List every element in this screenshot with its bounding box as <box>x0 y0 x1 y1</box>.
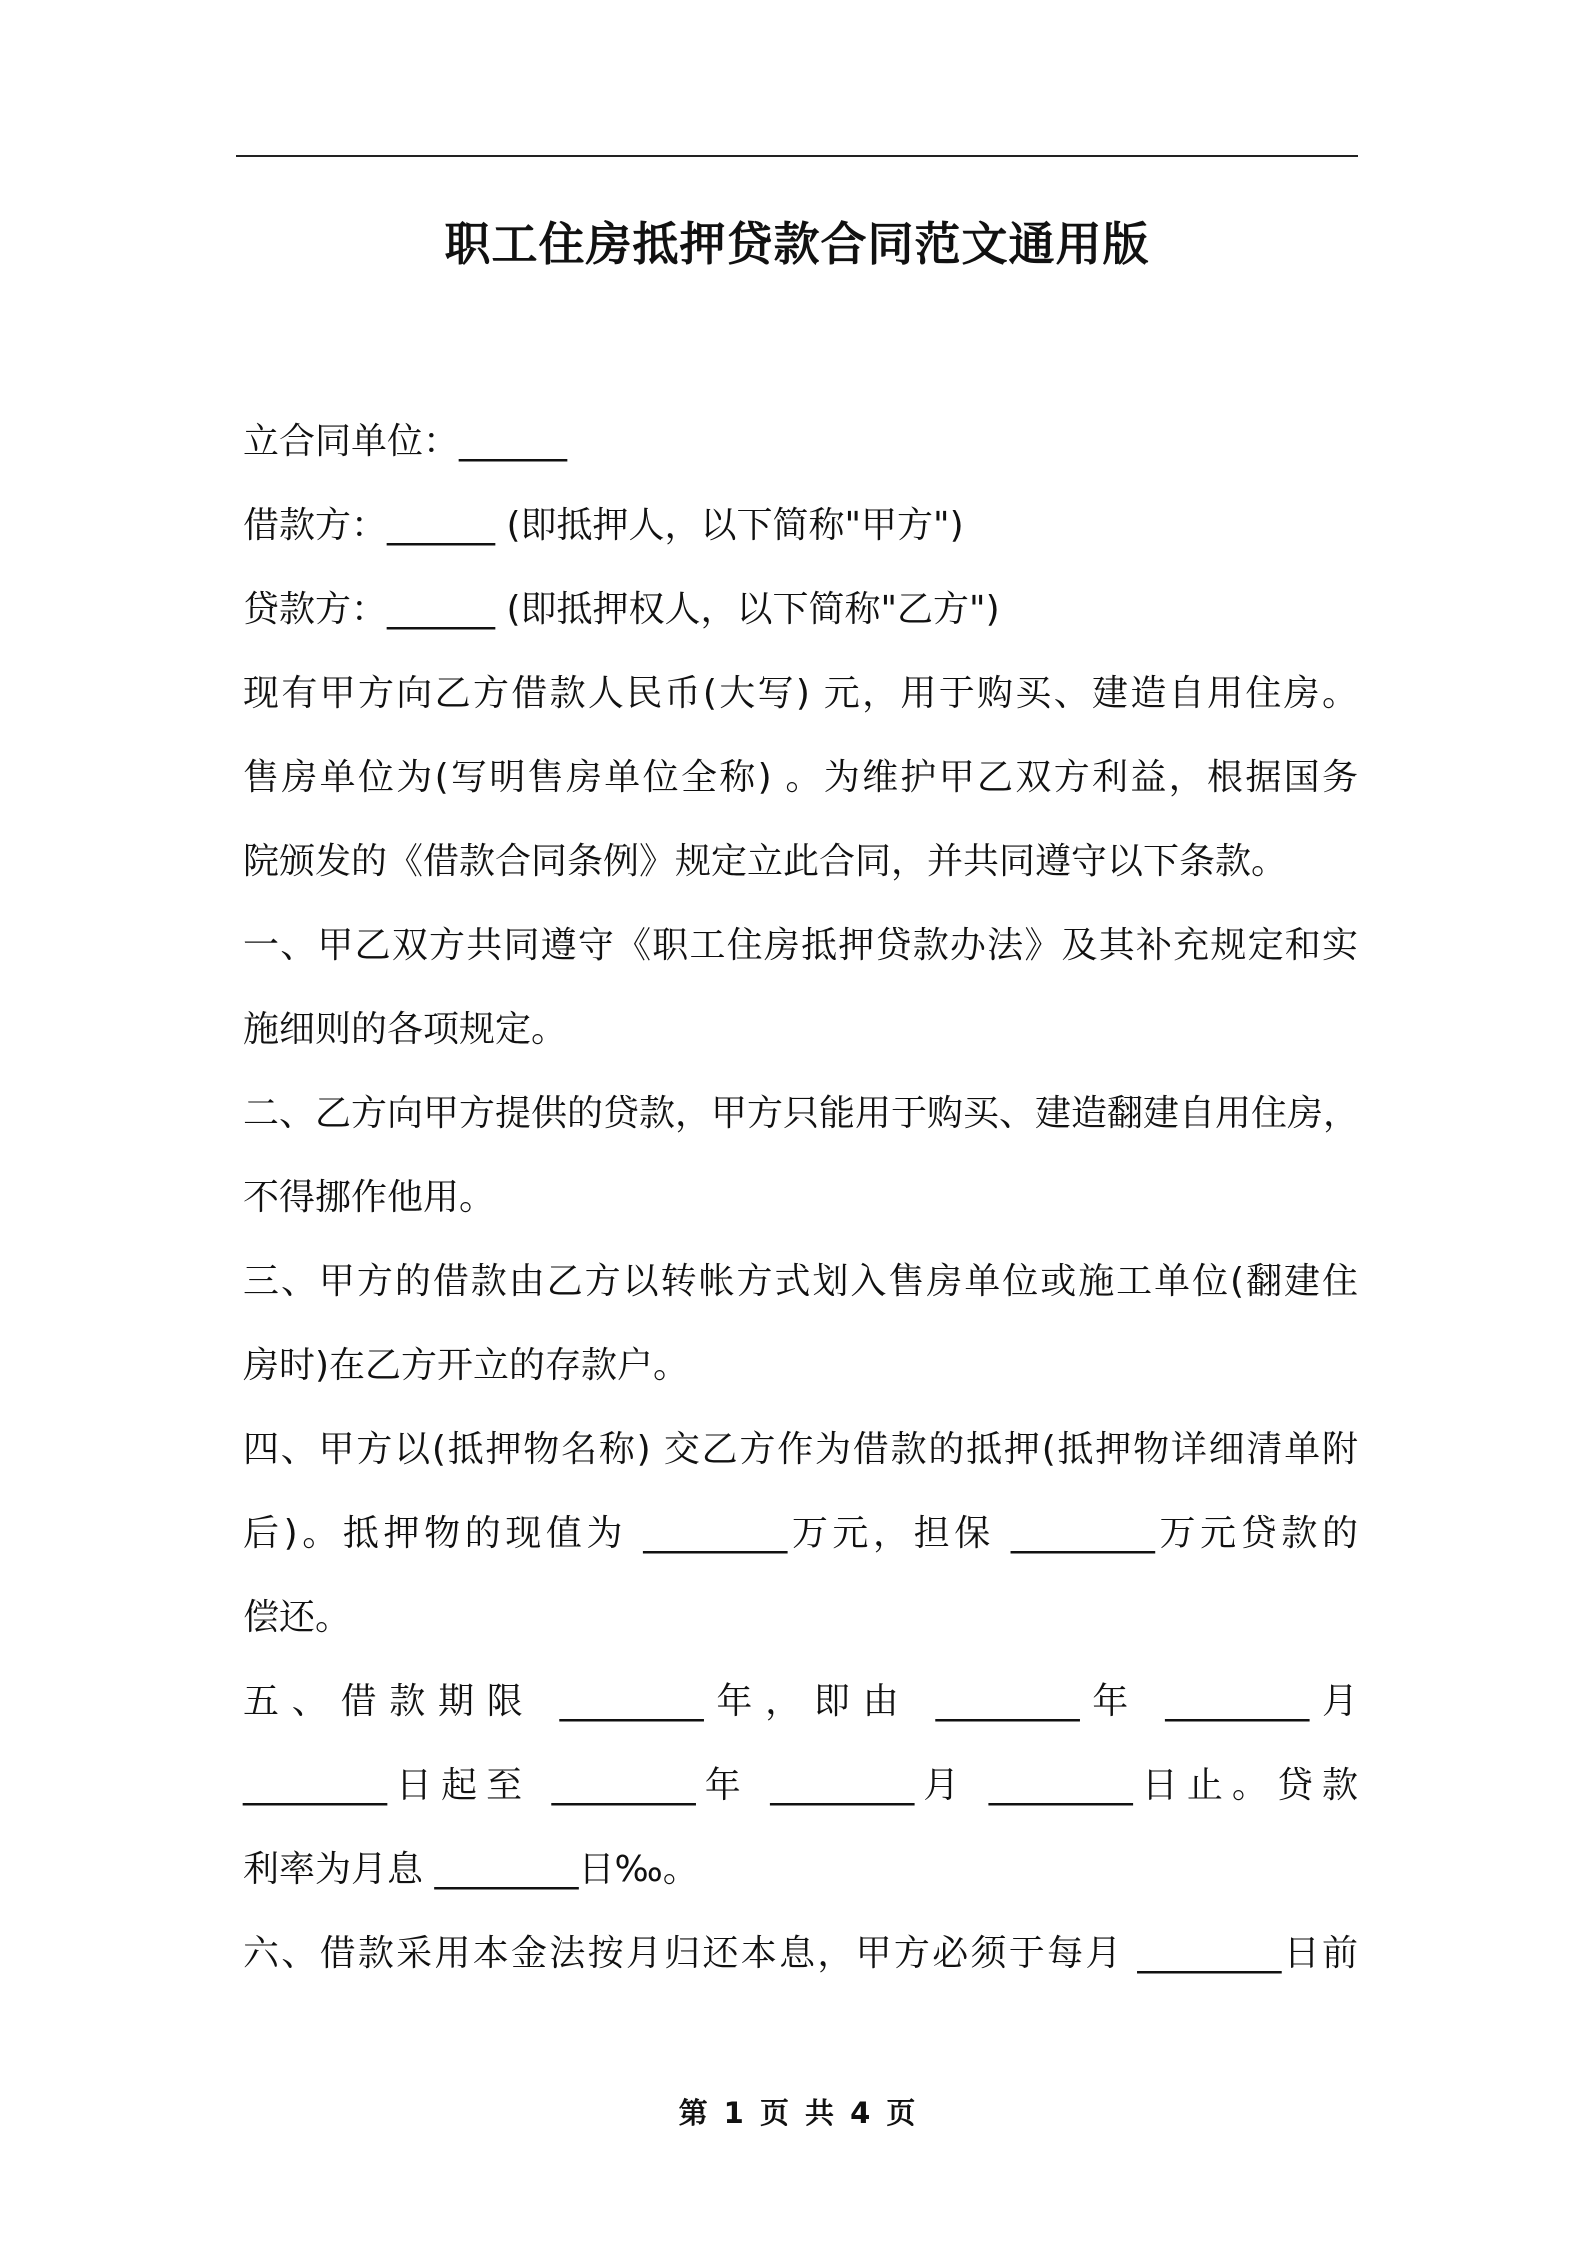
clause-4-line: 后)。抵押物的现值为 ________万元，担保 ________万元贷款的 <box>243 1513 1358 1554</box>
borrower-line: 借款方：______ (即抵押人，以下简称"甲方") <box>243 505 964 546</box>
contract-body <box>243 400 1358 1996</box>
lender-line: 贷款方：______ (即抵押权人，以下简称"乙方") <box>243 589 1000 630</box>
clause-6-line: 六、借款采用本金法按月归还本息，甲方必须于每月 ________日前 <box>243 1933 1358 1974</box>
page-number: 第 1 页 共 4 页 <box>678 2096 916 2130</box>
clause-1-line: 一、甲乙双方共同遵守《职工住房抵押贷款办法》及其补充规定和实 <box>243 925 1358 966</box>
clause-3-line: 三、甲方的借款由乙方以转帐方式划入售房单位或施工单位(翻建住 <box>243 1261 1358 1302</box>
contract-party-line: 立合同单位：______ <box>243 421 568 462</box>
clause-5-line: ________日起至 ________年 ________月 ________日止。贷款 <box>243 1765 1358 1806</box>
clause-2-line: 不得挪作他用。 <box>243 1177 496 1218</box>
preamble-line: 售房单位为(写明售房单位全称) 。为维护甲乙双方利益，根据国务 <box>243 757 1358 798</box>
clause-3-line: 房时)在乙方开立的存款户。 <box>243 1345 690 1386</box>
clause-4-line: 四、甲方以(抵押物名称) 交乙方作为借款的抵押(抵押物详细清单附 <box>243 1429 1358 1470</box>
clause-1-line: 施细则的各项规定。 <box>243 1009 568 1050</box>
document-title: 职工住房抵押贷款合同范文通用版 <box>444 217 1150 271</box>
clause-2-line: 二、乙方向甲方提供的贷款，甲方只能用于购买、建造翻建自用住房， <box>243 1093 1360 1134</box>
preamble-line: 现有甲方向乙方借款人民币(大写) 元，用于购买、建造自用住房。 <box>243 673 1358 714</box>
preamble-line: 院颁发的《借款合同条例》规定立此合同，并共同遵守以下条款。 <box>243 841 1288 882</box>
header-rule <box>236 155 1358 157</box>
clause-5-line: 五、借款期限 ________年，即由 ________年 ________月 <box>243 1681 1358 1722</box>
clause-5-line: 利率为月息 ________日‰。 <box>243 1849 699 1890</box>
clause-4-line: 偿还。 <box>243 1597 352 1638</box>
